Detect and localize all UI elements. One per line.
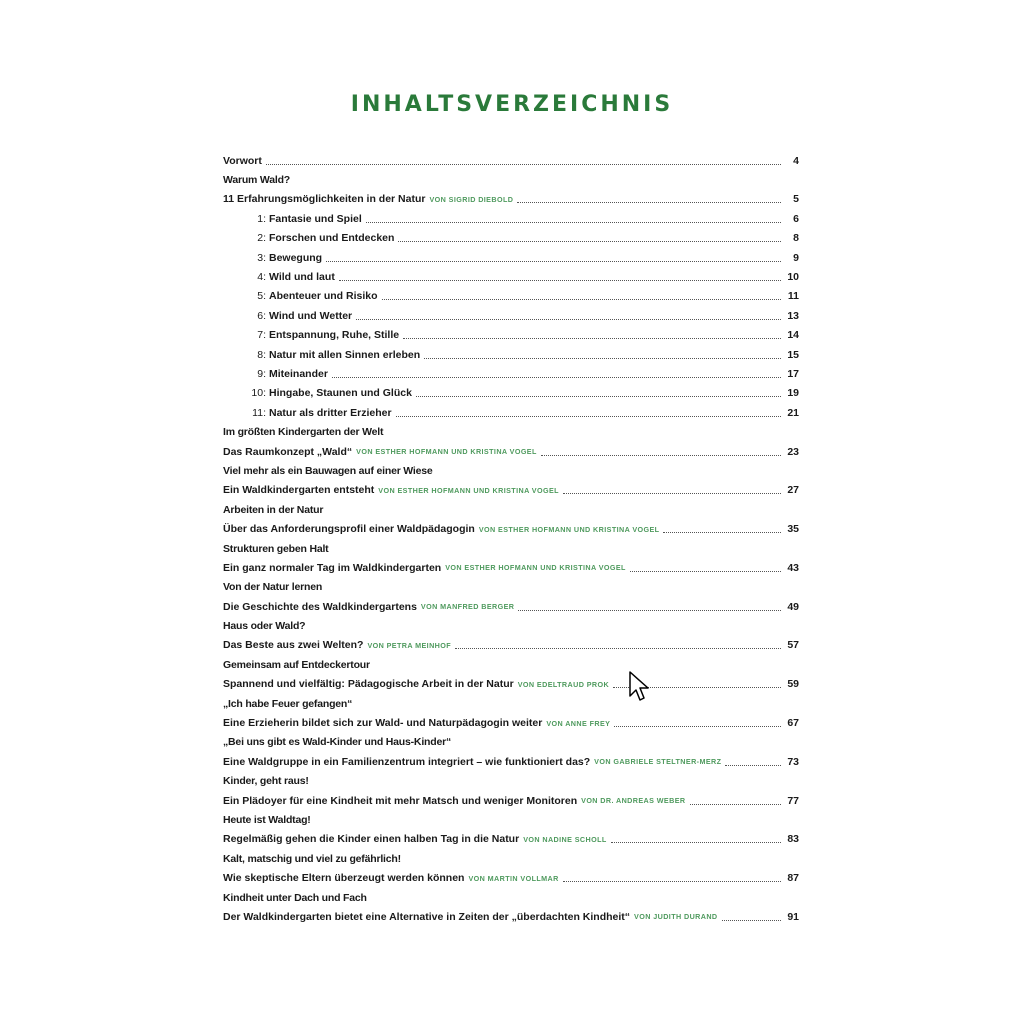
dot-leader [517, 201, 781, 203]
dot-leader [326, 260, 781, 262]
toc-entry [223, 752, 799, 771]
entry-author: VON GABRIELE STELTNER-MERZ [594, 757, 722, 767]
entry-author: VON ESTHER HOFMANN UND KRISTINA VOGEL [445, 563, 626, 573]
toc-entry [223, 151, 799, 170]
toc-entry [223, 907, 799, 926]
page-number: 77 [787, 794, 799, 807]
entry-author: VON ANNE FREY [546, 718, 611, 728]
dot-leader [541, 454, 781, 456]
subentry-number: 10: [251, 387, 266, 400]
entry-author: VON ESTHER HOFMANN UND KRISTINA VOGEL [356, 447, 537, 457]
toc-section-heading [223, 170, 799, 189]
page-number: 91 [787, 910, 799, 923]
section-heading-label: Arbeiten in der Natur [223, 503, 324, 516]
page-number: 17 [787, 367, 799, 380]
entry-title: Forschen und Entdecken [269, 232, 395, 245]
subentry-number: 7: [257, 329, 266, 342]
toc-section-heading [223, 655, 799, 674]
entry-title: Der Waldkindergarten bietet eine Alternative in Zeiten der „überdachten Kindheit“ [223, 910, 631, 923]
entry-author: VON JUDITH DURAND [634, 912, 718, 922]
dot-leader [366, 221, 781, 223]
entry-author: VON ESTHER HOFMANN UND KRISTINA VOGEL [478, 524, 660, 534]
entry-title: Ein Plädoyer für eine Kindheit mit mehr Matsch und weniger Monitoren [223, 794, 578, 807]
page-number: 83 [787, 833, 799, 846]
toc-entry [223, 481, 799, 500]
toc-entry [223, 713, 799, 732]
toc-subentry [223, 326, 799, 345]
entry-author: VON MANFRED BERGER [420, 602, 515, 612]
entry-title: Abenteuer und Risiko [269, 290, 378, 303]
page-number: 73 [787, 755, 799, 768]
dot-leader [611, 841, 781, 843]
dot-leader [396, 415, 781, 417]
entry-title: Wie skeptische Eltern überzeugt werden können [223, 872, 465, 885]
dot-leader [630, 570, 781, 572]
toc-section-heading [223, 888, 799, 907]
toc-entry [223, 442, 799, 461]
toc-subentry [223, 267, 799, 286]
entry-title: Eine Waldgruppe in ein Familienzentrum integriert – wie funktioniert das? [223, 755, 591, 768]
toc-entry [223, 597, 799, 616]
toc-section-heading [223, 500, 799, 519]
entry-title: Über das Anforderungsprofil einer Waldpädagogin [223, 523, 475, 536]
page-number: 27 [787, 484, 799, 497]
toc-entry [223, 868, 799, 887]
page-number: 14 [787, 329, 799, 342]
entry-title: Natur als dritter Erzieher [269, 406, 392, 419]
toc-entry [223, 830, 799, 849]
toc-subentry [223, 306, 799, 325]
entry-title: Das Beste aus zwei Welten? [223, 639, 364, 652]
toc-subentry [223, 403, 799, 422]
dot-leader [663, 531, 781, 533]
page-number: 43 [787, 561, 799, 574]
entry-author: VON EDELTRAUD PROK [517, 679, 610, 689]
dot-leader [332, 376, 781, 378]
dot-leader [725, 764, 781, 766]
subentry-number: 3: [257, 251, 266, 264]
entry-title: Entspannung, Ruhe, Stille [269, 329, 400, 342]
toc-section-heading [223, 733, 799, 752]
section-heading-label: Von der Natur lernen [223, 581, 323, 594]
dot-leader [382, 298, 781, 300]
toc-entry [223, 675, 799, 694]
page-number: 4 [793, 154, 799, 167]
dot-leader [339, 279, 781, 281]
page-number: 57 [787, 639, 799, 652]
entry-title: Hingabe, Staunen und Glück [269, 387, 412, 400]
dot-leader [424, 357, 781, 359]
entry-author: VON MARTIN VOLLMAR [468, 873, 559, 883]
entry-title: Regelmäßig gehen die Kinder einen halben Tag in die Natur [223, 833, 520, 846]
toc-subentry [223, 248, 799, 267]
dot-leader [614, 725, 781, 727]
toc-subentry [223, 364, 799, 383]
toc-entry [223, 190, 799, 209]
entry-title: Das Raumkonzept „Wald“ [223, 445, 353, 458]
entry-title: Ein ganz normaler Tag im Waldkindergarten [223, 561, 442, 574]
entry-title: Ein Waldkindergarten entsteht [223, 484, 375, 497]
page-title: INHALTSVERZEICHNIS [350, 92, 674, 117]
section-heading-label: Kalt, matschig und viel zu gefährlich! [223, 852, 401, 865]
dot-leader [563, 492, 781, 494]
section-heading-label: „Bei uns gibt es Wald-Kinder und Haus-Kinder“ [223, 736, 452, 749]
page-number: 10 [787, 271, 799, 284]
section-heading-label: Heute ist Waldtag! [223, 813, 311, 826]
toc-subentry [223, 287, 799, 306]
entry-title: Spannend und vielfältig: Pädagogische Arbeit in der Natur [223, 678, 514, 691]
toc-entry [223, 558, 799, 577]
entry-title: Die Geschichte des Waldkindergartens [223, 600, 417, 613]
table-of-contents [223, 151, 799, 927]
dot-leader [356, 318, 781, 320]
section-heading-label: Kinder, geht raus! [223, 775, 309, 788]
dot-leader [518, 609, 781, 611]
entry-author: VON NADINE SCHOLL [523, 834, 607, 844]
page-number: 6 [793, 212, 799, 225]
page-number: 87 [787, 872, 799, 885]
subentry-number: 11: [252, 406, 266, 419]
subentry-number: 2: [257, 232, 266, 245]
toc-section-heading [223, 616, 799, 635]
entry-author: VON SIGRID DIEBOLD [429, 194, 514, 204]
entry-title: Wild und laut [269, 271, 335, 284]
subentry-number: 6: [257, 309, 266, 322]
entry-title: Miteinander [269, 367, 328, 380]
toc-section-heading [223, 849, 799, 868]
page-number: 13 [787, 309, 799, 322]
mouse-pointer-icon [628, 670, 650, 702]
page-number: 5 [793, 193, 799, 206]
page-number: 9 [793, 251, 799, 264]
dot-leader [563, 880, 781, 882]
dot-leader [403, 337, 781, 339]
entry-title: Wind und Wetter [269, 309, 353, 322]
entry-title: Vorwort [223, 154, 262, 167]
section-heading-label: „Ich habe Feuer gefangen“ [223, 697, 353, 710]
subentry-number: 1: [257, 212, 266, 225]
section-heading-label: Kindheit unter Dach und Fach [223, 891, 367, 904]
entry-author: VON ESTHER HOFMANN UND KRISTINA VOGEL [378, 485, 559, 495]
dot-leader [398, 240, 781, 242]
subentry-number: 4: [257, 271, 266, 284]
entry-title: Bewegung [269, 251, 323, 264]
page-number: 23 [787, 445, 799, 458]
page-number: 49 [787, 600, 799, 613]
entry-title: 11 Erfahrungsmöglichkeiten in der Natur [223, 193, 426, 206]
entry-author: VON DR. ANDREAS WEBER [581, 796, 686, 806]
toc-section-heading [223, 422, 799, 441]
toc-section-heading [223, 772, 799, 791]
section-heading-label: Gemeinsam auf Entdeckertour [223, 658, 370, 671]
section-heading-label: Viel mehr als ein Bauwagen auf einer Wiese [223, 464, 433, 477]
entry-title: Fantasie und Spiel [269, 212, 362, 225]
dot-leader [416, 395, 781, 397]
toc-section-heading [223, 578, 799, 597]
toc-section-heading [223, 461, 799, 480]
page-number: 59 [787, 678, 799, 691]
dot-leader [690, 803, 782, 805]
toc-subentry [223, 209, 799, 228]
toc-section-heading [223, 810, 799, 829]
page-number: 67 [787, 717, 799, 730]
toc-subentry [223, 384, 799, 403]
subentry-number: 8: [257, 348, 266, 361]
toc-subentry [223, 345, 799, 364]
entry-author: VON PETRA MEINHOF [367, 640, 452, 650]
toc-section-heading [223, 694, 799, 713]
toc-entry [223, 791, 799, 810]
entry-title: Natur mit allen Sinnen erleben [269, 348, 421, 361]
subentry-number: 9: [257, 367, 266, 380]
dot-leader [266, 163, 781, 165]
toc-subentry [223, 229, 799, 248]
page-number: 11 [787, 290, 799, 303]
entry-title: Eine Erzieherin bildet sich zur Wald- und Naturpädagogin weiter [223, 717, 543, 730]
section-heading-label: Im größten Kindergarten der Welt [223, 426, 384, 439]
subentry-number: 5: [257, 290, 266, 303]
toc-entry [223, 519, 799, 538]
page-number: 15 [787, 348, 799, 361]
page-number: 35 [787, 523, 799, 536]
dot-leader [455, 647, 781, 649]
dot-leader [722, 919, 781, 921]
section-heading-label: Strukturen geben Halt [223, 542, 329, 555]
toc-section-heading [223, 539, 799, 558]
section-heading-label: Haus oder Wald? [223, 620, 306, 633]
toc-entry [223, 636, 799, 655]
page-number: 8 [793, 232, 799, 245]
page-number: 19 [787, 387, 799, 400]
page-number: 21 [787, 406, 799, 419]
section-heading-label: Warum Wald? [223, 174, 291, 187]
